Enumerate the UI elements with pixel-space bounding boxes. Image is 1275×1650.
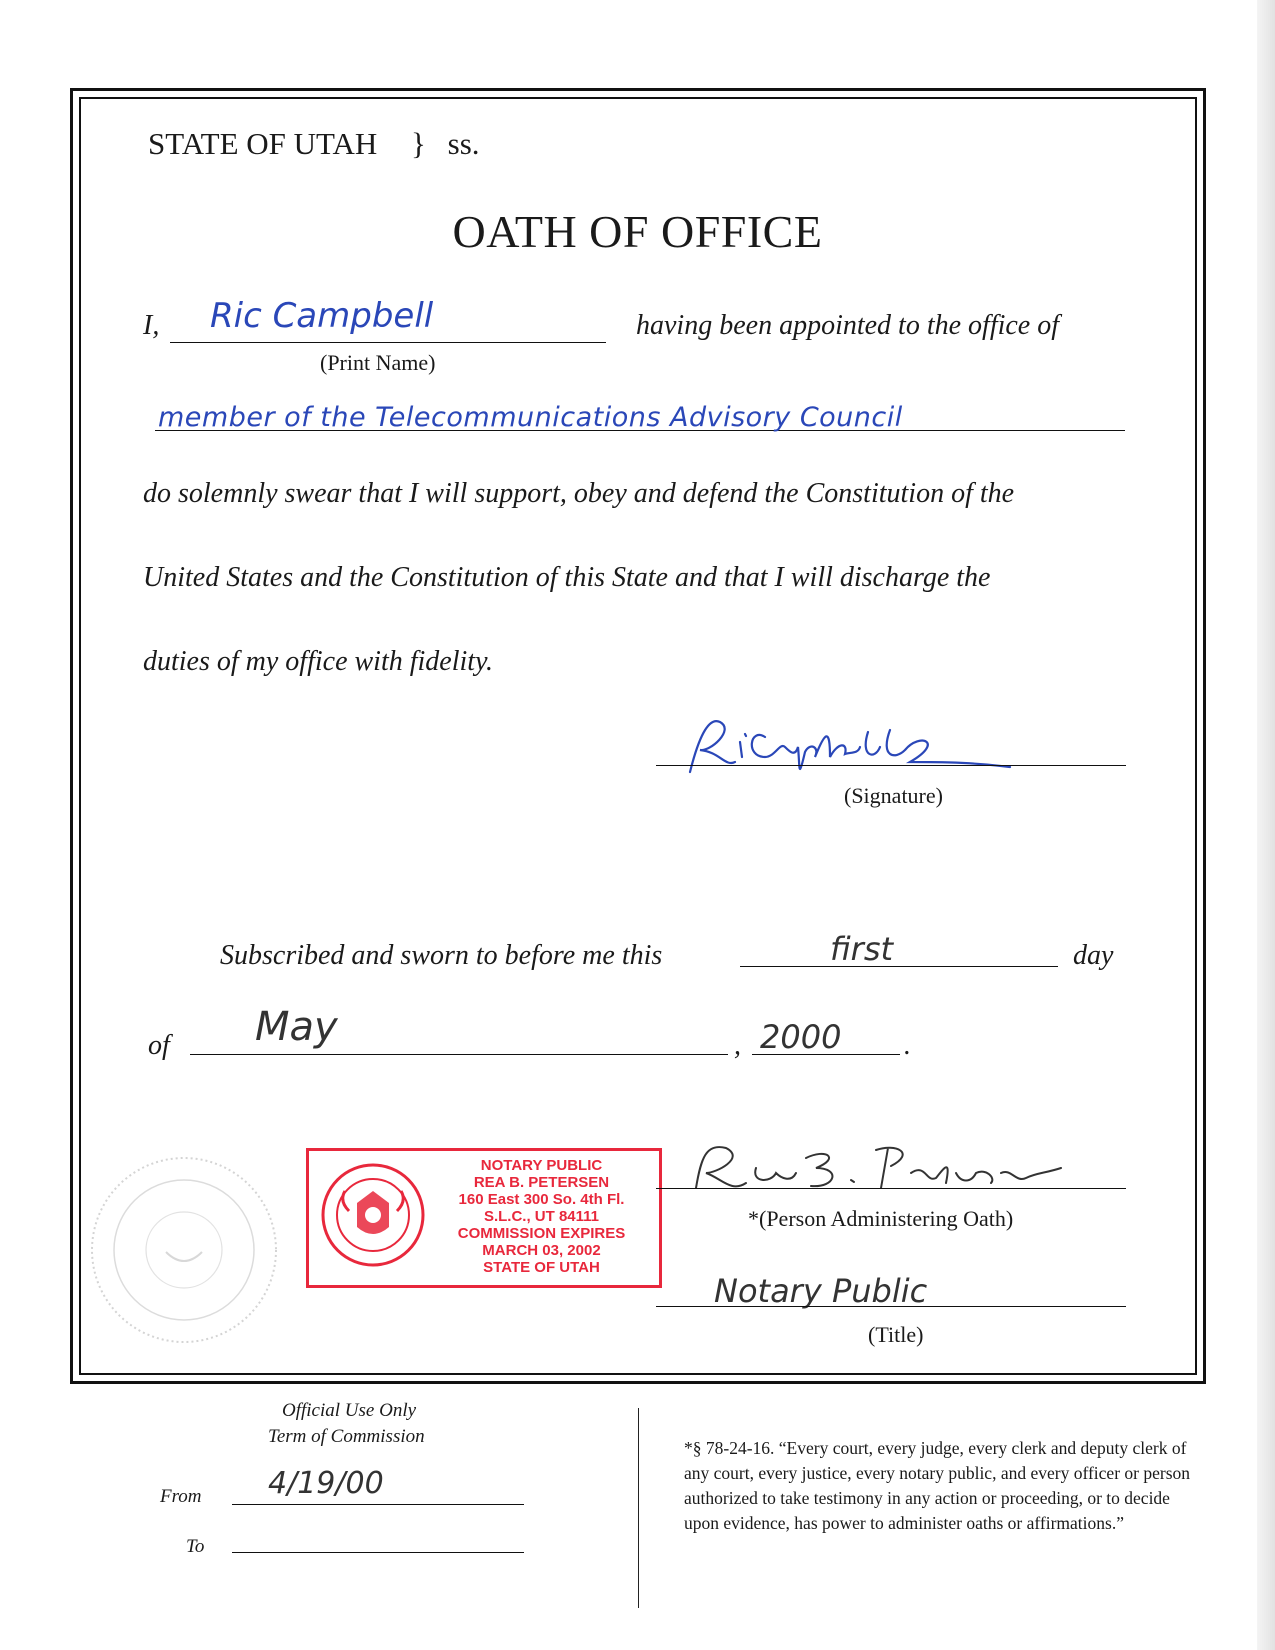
term-of-commission-heading: Term of Commission — [268, 1426, 425, 1447]
day-word: day — [1073, 940, 1114, 971]
great-seal-icon — [319, 1161, 427, 1269]
appointed-text: having been appointed to the office of — [636, 310, 1060, 341]
state-name: STATE OF UTAH — [148, 126, 378, 161]
oath-text-line-2: United States and the Constitution of this State and that I will discharge the — [143, 562, 991, 593]
stamp-line-2: REA B. PETERSEN — [473, 1174, 610, 1191]
administering-line — [656, 1188, 1126, 1189]
embossed-notary-seal — [86, 1152, 282, 1348]
month-line — [190, 1054, 728, 1055]
handwritten-office: member of the Telecommunications Advisory Council — [158, 402, 903, 433]
from-value: 4/19/00 — [268, 1466, 384, 1501]
of-word: of — [148, 1030, 170, 1061]
day-line — [740, 966, 1058, 967]
signature-label: (Signature) — [844, 783, 943, 808]
stamp-line-6: MARCH 03, 2002 — [482, 1242, 601, 1259]
stamp-line-4: S.L.C., UT 84111 — [483, 1208, 600, 1225]
handwritten-day: first — [830, 930, 894, 968]
handwritten-year: 2000 — [760, 1018, 842, 1056]
print-name-line — [170, 342, 606, 343]
state-heading — [148, 126, 480, 162]
handwritten-title: Notary Public — [714, 1272, 928, 1310]
ss-abbrev: ss. — [447, 126, 480, 161]
stamp-line-1: NOTARY PUBLIC — [480, 1157, 603, 1174]
oath-text-line-3: duties of my office with fidelity. — [143, 646, 493, 677]
oath-text-line-1: do solemnly swear that I will support, obey and defend the Constitution of the — [143, 478, 1015, 509]
notary-stamp — [306, 1148, 662, 1288]
print-name-label: (Print Name) — [320, 350, 436, 375]
title-line — [656, 1306, 1126, 1307]
from-line — [232, 1504, 524, 1505]
comma-mark: , — [734, 1030, 741, 1061]
stamp-line-7: STATE OF UTAH — [483, 1259, 600, 1276]
signature-line — [656, 765, 1126, 766]
signature-scribble — [680, 712, 1020, 782]
oath-prefix: I, — [143, 310, 160, 341]
period-mark: . — [904, 1030, 911, 1061]
subscribed-text: Subscribed and sworn to before me this — [220, 940, 663, 971]
notary-stamp-text — [429, 1157, 654, 1276]
stamp-line-5: COMMISSION EXPIRES — [457, 1225, 626, 1242]
stamp-line-3: 160 East 300 So. 4th Fl. — [458, 1191, 625, 1208]
handwritten-month: May — [255, 1004, 338, 1050]
to-label: To — [186, 1536, 205, 1557]
official-use-heading: Official Use Only — [282, 1400, 417, 1421]
from-label: From — [160, 1486, 202, 1507]
administering-signature-scribble — [676, 1138, 1076, 1198]
title-label: (Title) — [868, 1322, 924, 1347]
document-title: OATH OF OFFICE — [452, 206, 823, 257]
footer-divider — [638, 1408, 639, 1608]
handwritten-name: Ric Campbell — [210, 296, 434, 336]
statute-note: *§ 78-24-16. “Every court, every judge, every clerk and deputy clerk of any court, every justice, every notary public, and every officer or person authorized to take testimony in any action or proceeding, or to decide upon evidence, has power to administer oaths or affirmations.” — [684, 1438, 1191, 1533]
to-line — [232, 1552, 524, 1553]
administering-label: *(Person Administering Oath) — [748, 1206, 1014, 1231]
bracket-symbol: } — [411, 126, 426, 161]
